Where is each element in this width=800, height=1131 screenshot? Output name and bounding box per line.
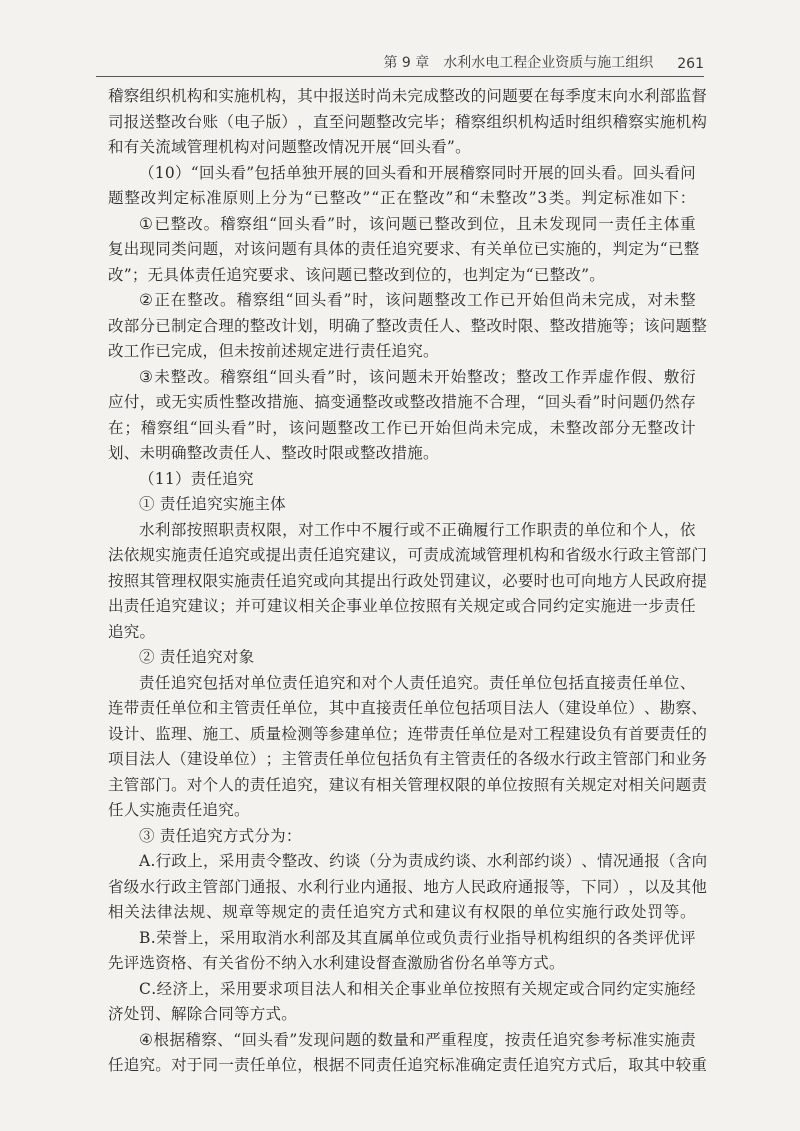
text-line: ② 责任追究对象	[139, 648, 255, 666]
text-line: ④ 根 据 稽 察 、 “ 回 头 看 ” 发 现 问 题 的 数 量 和 严 重 程 度 ， 按 责 任 追 究 参 考 标 准 实 施 责	[139, 1030, 696, 1049]
text-line: C . 经 济 上 ， 采 用 要 求 项 目 法 人 和 相 关 企 事 业 单 位 按 照 有 关 规 定 或 合 同 约 定 实 施 经	[139, 979, 696, 998]
text-line: 应 付 ， 或 无 实 质 性 整 改 措 施 、 搞 变 通 整 改 或 整 改 措 施 不 合 理 ， “ 回 头 看 ” 时 问 题 仍 然 存	[108, 393, 696, 411]
text-line: 法 依 规 实 施 责 任 追 究 或 提 出 责 任 追 究 建 议 ， 可 责 成 流 域 管 理 机 构 和 省 级 水 行 政 主 管 部 门	[108, 546, 708, 564]
text-line: ② 正 在 整 改 。 稽 察 组 “ 回 头 看 ” 时 ， 该 问 题 整 改 工 作 已 开 始 但 尚 未 完 成 ， 对 未 整	[139, 291, 696, 309]
page-number: 261	[677, 56, 704, 72]
text-line: 按 照 其 管 理 权 限 实 施 责 任 追 究 或 向 其 提 出 行 政 处 罚 建 议 ， 必 要 时 也 可 向 地 方 人 民 政 府 提	[108, 571, 708, 590]
text-line: 出 责 任 追 究 建 议 ； 并 可 建 议 相 关 企 事 业 单 位 按 照 有 关 规 定 或 合 同 约 定 实 施 进 一 步 责 任	[108, 597, 696, 615]
text-line: 任人实施责任追究。	[108, 801, 250, 819]
text-line: 项 目 法 人 （ 建 设 单 位 ） ； 主 管 责 任 单 位 包 括 负 有 主 管 责 任 的 各 级 水 行 政 主 管 部 门 和 业 务	[108, 750, 708, 768]
text-line: 改”；无具体责任追究要求、该问题已整改到位的，也判定为“已整改”。	[108, 265, 606, 284]
text-line: 题 整 改 判 定 标 准 原 则 上 分 为 “ 已 整 改 ” “ 正 在 整 改 ” 和 “ 未 整 改 ” 3 类 。 判 定 标 准 如 下 ：	[108, 189, 696, 207]
text-line: （ 1 0 ） “ 回 头 看 ” 包 括 单 独 开 展 的 回 头 看 和 开 展 稽 察 同 时 开 展 的 回 头 看 。 回 头 看 问	[139, 163, 696, 182]
text-line: ③ 未 整 改 。 稽 察 组 “ 回 头 看 ” 时 ， 该 问 题 未 开 始 整 改 ； 整 改 工 作 弄 虚 作 假 、 敷 衍	[139, 367, 696, 386]
text-line: 任 追 究 。 对 于 同 一 责 任 单 位 ， 根 据 不 同 责 任 追 究 标 准 确 定 责 任 追 究 方 式 后 ， 取 其 中 较 重	[108, 1056, 708, 1074]
text-line: 连 带 责 任 单 位 和 主 管 责 任 单 位 ， 其 中 直 接 责 任 单 位 包 括 项 目 法 人 （ 建 设 单 位 ） 、 勘 察 、	[108, 699, 708, 717]
text-line: 主 管 部 门 。 对 个 人 的 责 任 追 究 ， 建 议 有 相 关 管 理 权 限 的 单 位 按 照 有 关 规 定 对 相 关 问 题 责	[108, 775, 708, 794]
text-line: 司 报 送 整 改 台 账 （ 电 子 版 ） ， 直 至 问 题 整 改 完 毕 ； 稽 察 组 织 机 构 适 时 组 织 稽 察 实 施 机 构	[108, 112, 708, 131]
text-line: 济处罚、解除合同等方式。	[108, 1005, 298, 1023]
text-line: 先评选资格、有关省份不纳入水利建设督查激励省份名单等方式。	[108, 954, 565, 972]
text-line: 设 计 、 监 理 、 施 工 、 质 量 检 测 等 参 建 单 位 ； 连 带 责 任 单 位 是 对 工 程 建 设 负 有 首 要 责 任 的	[108, 724, 708, 743]
header-divider	[96, 76, 704, 77]
text-line: 和有关流域管理机构对问题整改情况开展“回头看”。	[108, 138, 471, 156]
text-line: 水 利 部 按 照 职 责 权 限 ， 对 工 作 中 不 履 行 或 不 正 确 履 行 工 作 职 责 的 单 位 和 个 人 ， 依	[139, 520, 696, 539]
body-text	[108, 84, 708, 1079]
text-line: 在 ； 稽 察 组 “ 回 头 看 ” 时 ， 该 问 题 整 改 工 作 已 开 始 但 尚 未 完 成 ， 未 整 改 部 分 无 整 改 计	[108, 418, 696, 437]
text-line: 复 出 现 同 类 问 题 ， 对 该 问 题 有 具 体 的 责 任 追 究 要 求 、 有 关 单 位 已 实 施 的 ， 判 定 为 “ 已 整	[108, 240, 700, 258]
text-line: 追究。	[108, 622, 156, 641]
text-line: ① 已 整 改 。 稽 察 组 “ 回 头 看 ” 时 ， 该 问 题 已 整 改 到 位 ， 且 未 发 现 同 一 责 任 主 体 重	[139, 214, 696, 233]
text-line: 责 任 追 究 包 括 对 单 位 责 任 追 究 和 对 个 人 责 任 追 究 。 责 任 单 位 包 括 直 接 责 任 单 位 、	[139, 673, 696, 692]
text-line: ① 责任追究实施主体	[139, 495, 286, 513]
text-line: （11）责任追究	[139, 469, 254, 488]
text-line: 稽 察 组 织 机 构 和 实 施 机 构 ， 其 中 报 送 时 尚 未 完 成 整 改 的 问 题 要 在 每 季 度 末 向 水 利 部 监 督	[108, 87, 708, 105]
text-line: 相 关 法 律 法 规 、 规 章 等 规 定 的 责 任 追 究 方 式 和 建 议 有 权 限 的 单 位 实 施 行 政 处 罚 等 。	[108, 903, 696, 921]
text-line: 划、未明确整改责任人、整改时限或整改措施。	[108, 444, 439, 462]
text-line: 改 部 分 已 制 定 合 理 的 整 改 计 划 ， 明 确 了 整 改 责 任 人 、 整 改 时 限 、 整 改 措 施 等 ； 该 问 题 整	[108, 316, 708, 335]
text-line: 省 级 水 行 政 主 管 部 门 通 报 、 水 利 行 业 内 通 报 、 地 方 人 民 政 府 通 报 等 ， 下 同 ） ， 以 及 其 他	[108, 877, 708, 896]
text-line: A . 行 政 上 ， 采 用 责 令 整 改 、 约 谈 （ 分 为 责 成 约 谈 、 水 利 部 约 谈 ） 、 情 况 通 报 （ 含 向	[139, 852, 708, 870]
text-line: ③ 责任追究方式分为：	[139, 826, 302, 845]
chapter-title: 水利水电工程企业资质与施工组织	[443, 55, 654, 71]
running-header	[96, 46, 704, 72]
chapter-number: 第 9 章	[383, 55, 430, 71]
text-line: 改工作已完成，但未按前述规定进行责任追究。	[108, 342, 439, 360]
text-line: B . 荣 誉 上 ， 采 用 取 消 水 利 部 及 其 直 属 单 位 或 负 责 行 业 指 导 机 构 组 织 的 各 类 评 优 评	[139, 928, 696, 947]
